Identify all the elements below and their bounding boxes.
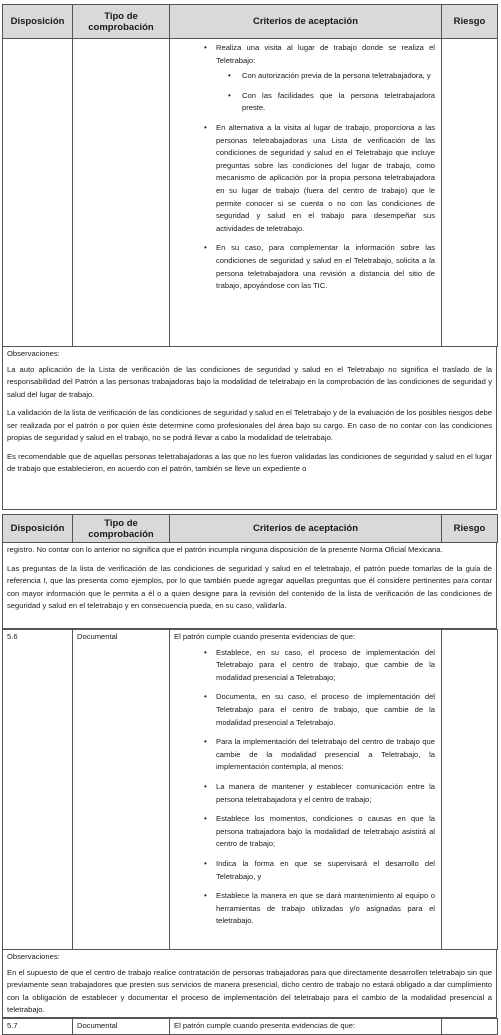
- header-criterios: Criterios de aceptación: [170, 515, 442, 543]
- bullet-text: Realiza una visita al lugar de trabajo donde se realiza el Teletrabajo:: [216, 43, 435, 65]
- cell-disposicion-empty: [3, 39, 73, 347]
- bullet-icon: •: [204, 122, 207, 132]
- observations-2: [2, 950, 497, 1018]
- riesgo-5-7-empty: [442, 1019, 498, 1035]
- riesgo-5-6-empty: [442, 630, 498, 950]
- list-item: [174, 42, 437, 115]
- criteria-table-2: [2, 514, 498, 543]
- disposicion-5-7: 5.7: [3, 1019, 73, 1035]
- sub-list-item: [216, 90, 435, 115]
- cell-criterios: [170, 39, 442, 347]
- bullet-icon: •: [204, 43, 207, 52]
- bullet-icon: •: [204, 891, 207, 901]
- observation-paragraph: Las preguntas de la lista de verificación de las condiciones de seguridad y salud en el teletrabajo, el patrón puede tomarlas de la guía de referencia I, que las presenta como ejemplos, por lo que también puede agregar aquellas preguntas que él considere pertinentes para contar con mayor información que le permita a él o a quien designe para la revisión del contenido de la lista de verificación de las condiciones de seguridad y salud en el teletrabajo y en consecuencia pueda, en su caso, validarla.: [7, 563, 492, 610]
- header-riesgo: Riesgo: [442, 515, 498, 543]
- criteria-table-1: [2, 4, 498, 347]
- criteria-intro: El patrón cumple cuando presenta evidencias de que:: [174, 632, 356, 641]
- bullet-text: Para la implementación del teletrabajo del centro de trabajo que cambie de la modalidad presencial a Teletrabajo, la implementación contempla, al menos:: [216, 737, 435, 772]
- observations-label: Observaciones:: [7, 349, 60, 358]
- criterios-5-7: El patrón cumple cuando presenta evidencias de que:: [170, 1019, 442, 1035]
- observation-paragraph: Es recomendable que de aquellas personas teletrabajadoras a las que no les fueron validadas las condiciones de seguridad y salud en el lugar de trabajo que establecieron, en acuerdo con el patrón, también se lleve un expediente o: [7, 451, 492, 473]
- bullet-text: En su caso, para complementar la información sobre las condiciones de seguridad y salud en el Teletrabajo, solicita a la persona teletrabajadora una revisión a distancia del sitio de trabajo, apoyándose con las TIC.: [216, 243, 435, 291]
- header-disposicion: Disposición: [3, 5, 73, 39]
- bullet-text: Establece los momentos, condiciones o causas en que la persona trabajadora bajo la modalidad de teletrabajo asistirá al centro de trabajo;: [216, 814, 435, 849]
- header-riesgo: Riesgo: [442, 5, 498, 39]
- continued-observations: [2, 543, 497, 629]
- page-2: [2, 514, 497, 1035]
- bullet-icon: •: [228, 90, 231, 100]
- bullet-icon: •: [228, 71, 231, 81]
- header-tipo: Tipo de comprobación: [73, 5, 170, 39]
- cell-riesgo-empty: [442, 39, 498, 347]
- criteria-table-4: [2, 1018, 498, 1035]
- bullet-icon: •: [204, 781, 207, 791]
- bullet-text: Establece la manera en que se dará mantenimiento al equipo o herramientas de trabajo utilizadas y/o asignadas para el teletrabajo.: [216, 891, 435, 926]
- bullet-text: Documenta, en su caso, el proceso de implementación del Teletrabajo para el centro de trabajo, que cambie de la modalidad presencial a Teletrabajo.: [216, 692, 435, 727]
- criterios-5-6: [170, 630, 442, 950]
- list-item: [174, 242, 437, 292]
- list-item: [174, 890, 437, 928]
- list-item: [174, 781, 437, 806]
- observation-paragraph: La auto aplicación de la Lista de verificación de las condiciones de seguridad y salud en el Teletrabajo no significa el traslado de la responsabilidad del Patrón a las personas trabajadoras bajo la modalidad de teletrabajo en la comprobación de las condiciones de seguridad y salud del lugar de trabajo.: [7, 364, 492, 399]
- observation-paragraph: registro. No contar con lo anterior no significa que el patrón incumpla ninguna disposición de la presente Norma Oficial Mexicana.: [7, 545, 443, 554]
- bullet-text: Establece, en su caso, el proceso de implementación del Teletrabajo para el centro de trabajo, que cambie de la modalidad presencial a Teletrabajo;: [216, 647, 435, 682]
- bullet-text: La manera de mantener y establecer comunicación entre la persona teletrabajadora y el centro de trabajo;: [216, 781, 435, 804]
- list-item: [174, 736, 437, 774]
- list-item: [174, 647, 437, 685]
- observation-paragraph: En el supuesto de que el centro de trabajo realice contratación de personas trabajadoras para que directamente desarrollen teletrabajo sin que previamente sean trabajadores que presten sus servicios de manera presencial, dicho centro de trabajo no estará obligado a dar cumplimiento con la obligación de establecer y documentar el proceso de implementación del teletrabajo para el cambio de la modalidad presencial a teletrabajo.: [7, 967, 492, 1014]
- bullet-icon: •: [204, 814, 207, 824]
- bullet-icon: •: [204, 858, 207, 868]
- list-item: [174, 813, 437, 851]
- observations-1: [2, 347, 497, 510]
- header-disposicion: Disposición: [3, 515, 73, 543]
- list-item: [174, 691, 437, 729]
- bullet-icon: •: [204, 692, 207, 702]
- observations-label: Observaciones:: [7, 952, 60, 961]
- tipo-5-6: Documental: [73, 630, 170, 950]
- list-item: [174, 122, 437, 235]
- observation-paragraph: La validación de la lista de verificación de las condiciones de seguridad y salud en el Teletrabajo y de la evaluación de los posibles riesgos debe ser realizada por el patrón o por quien éste determine como profesionales del área bajo su cargo. En caso de no contar con las condiciones propias de seguridad y salud en el trabajo, no se podrá llevar a cabo la modalidad de teletrabajo.: [7, 408, 492, 442]
- sub-bullet-text: Con las facilidades que la persona teletrabajadora preste.: [242, 90, 435, 113]
- sub-bullet-text: Con autorización previa de la persona teletrabajadora, y: [242, 71, 431, 81]
- list-item: [174, 858, 437, 883]
- header-criterios: Criterios de aceptación: [170, 5, 442, 39]
- bullet-text: Indica la forma en que se supervisará el desarrollo del Teletrabajo, y: [216, 858, 435, 881]
- cell-tipo-empty: [73, 39, 170, 347]
- tipo-5-7: Documental: [73, 1019, 170, 1035]
- criteria-table-3: [2, 629, 498, 950]
- disposicion-5-6: 5.6: [3, 630, 73, 950]
- header-tipo: Tipo de comprobación: [73, 515, 170, 543]
- page-1: [2, 4, 497, 510]
- sub-list-item: [216, 70, 435, 83]
- bullet-text: En alternativa a la visita al lugar de trabajo, proporciona a las personas teletrabajadoras una Lista de verificación de las condiciones de seguridad y salud en el Teletrabajo que incluye preguntas sobre las condiciones del lugar de trabajo, como mecanismo de aplicación por la propia persona teletrabajadora en su lugar de trabajo (fuera del centro de trabajo) que le permite conocer si se cuenta o no con las condiciones de seguridad y salud en el trabajo para desempeñar sus actividades de teletrabajo.: [216, 122, 435, 233]
- bullet-icon: •: [204, 243, 207, 253]
- bullet-icon: •: [204, 647, 207, 657]
- bullet-icon: •: [204, 737, 207, 747]
